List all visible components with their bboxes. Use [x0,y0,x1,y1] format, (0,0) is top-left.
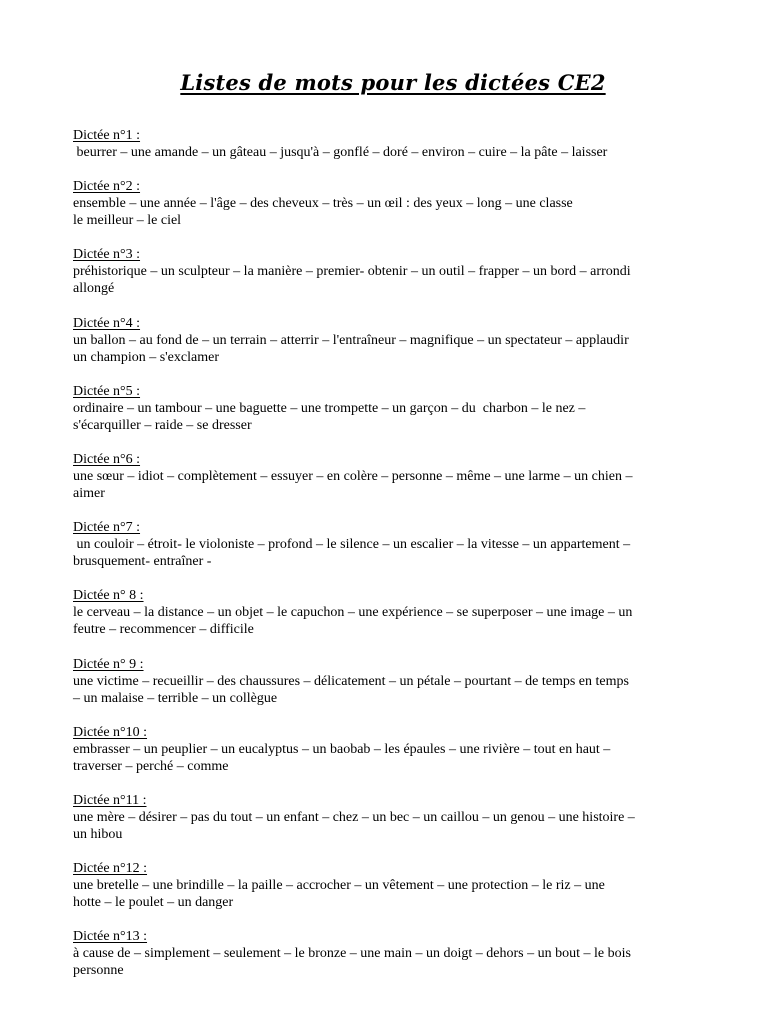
dictation-entry [73,859,703,911]
word-list-line: un ballon – au fond de – un terrain – atterrir – l'entraîneur – magnifique – un spectateur – applaudir [73,332,629,348]
word-list-line: hotte – le poulet – un danger [73,895,234,911]
word-list-line: le meilleur – le ciel [73,213,182,229]
word-list-line: ordinaire – un tambour – une baguette – une trompette – un garçon – du charbon – le nez – [73,400,586,416]
word-list-line: un hibou [73,826,123,842]
word-list-line: une sœur – idiot – complètement – essuyer – en colère – personne – même – une larme – un chien – [73,468,633,484]
word-list-line: un couloir – étroit- le violoniste – profond – le silence – un escalier – la vitesse – un appartement – [73,537,631,553]
dictation-heading: Dictée n°7 : [73,520,141,536]
word-list-line: ensemble – une année – l'âge – des cheveux – très – un œil : des yeux – long – une classe [73,196,573,212]
word-list-line: préhistorique – un sculpteur – la manière – premier- obtenir – un outil – frapper – un bord – arrondi [73,264,631,280]
dictation-entry [73,791,703,843]
dictation-entry [73,927,703,979]
dictation-entry [73,586,703,638]
document-page [73,70,703,995]
dictation-entry [73,450,703,502]
word-list-line: aimer [73,485,105,501]
dictation-heading: Dictée n°4 : [73,315,141,331]
dictation-heading: Dictée n°3 : [73,247,141,263]
dictation-entry [73,518,703,570]
dictation-heading: Dictée n° 8 : [73,588,144,604]
dictation-entry [73,177,703,229]
word-list-line: beurrer – une amande – un gâteau – jusqu'à – gonflé – doré – environ – cuire – la pâte – laisser [73,145,608,160]
word-list-line: une mère – désirer – pas du tout – un enfant – chez – un bec – un caillou – un genou – une histoire – [73,809,635,825]
word-list-line: une victime – recueillir – des chaussures – délicatement – un pétale – pourtant – de temps en temps [73,673,629,689]
word-list-line: un champion – s'exclamer [73,349,219,365]
word-list-line: personne [73,963,124,979]
dictation-entry [73,245,703,297]
dictation-entry [73,723,703,775]
word-list-line: brusquement- entraîner - [73,554,212,570]
dictation-heading: Dictée n°12 : [73,861,148,877]
dictation-entry [73,655,703,707]
document-title: Listes de mots pour les dictées CE2 [180,70,606,95]
dictation-heading: Dictée n°13 : [73,929,148,945]
dictation-heading: Dictée n°6 : [73,451,141,467]
dictation-heading: Dictée n°1 : [73,128,141,143]
word-list-line: traverser – perché – comme [73,758,229,774]
word-list-line: – un malaise – terrible – un collègue [73,690,278,706]
dictation-entry [73,314,703,366]
dictation-heading: Dictée n°10 : [73,724,148,740]
dictation-entry [73,126,703,161]
word-list-line: s'écarquiller – raide – se dresser [73,417,252,433]
word-list-line: allongé [73,281,115,297]
word-list-line: feutre – recommencer – difficile [73,622,254,638]
word-list-line: à cause de – simplement – seulement – le bronze – une main – un doigt – dehors – un bout – le bois [73,946,631,962]
word-list-line: le cerveau – la distance – un objet – le capuchon – une expérience – se superposer – une image – un [73,605,633,621]
dictation-list [73,126,703,979]
word-list-line: embrasser – un peuplier – un eucalyptus – un baobab – les épaules – une rivière – tout en haut – [73,741,611,757]
word-list-line: une bretelle – une brindille – la paille – accrocher – un vêtement – une protection – le riz – une [73,878,605,894]
dictation-heading: Dictée n°2 : [73,179,141,195]
dictation-heading: Dictée n°5 : [73,383,141,399]
dictation-entry [73,382,703,434]
dictation-heading: Dictée n°11 : [73,792,147,808]
dictation-heading: Dictée n° 9 : [73,656,144,672]
